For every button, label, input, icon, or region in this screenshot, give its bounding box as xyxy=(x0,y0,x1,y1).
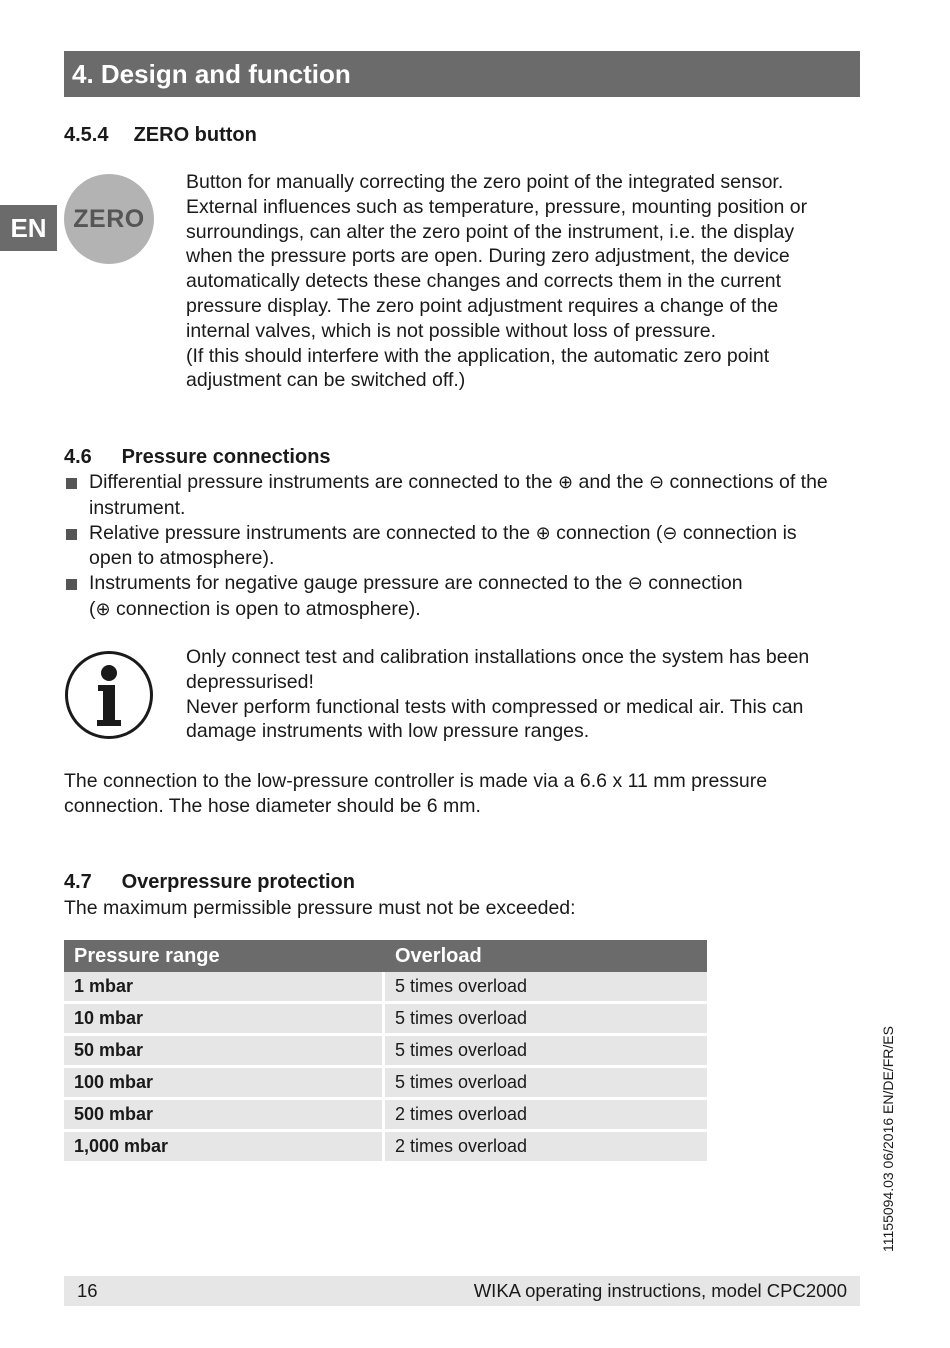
text-line: surroundings, can alter the zero point of the instrument, i.e. the display xyxy=(186,220,795,243)
text-run: connection ( xyxy=(550,521,663,544)
text-line: automatically detects these changes and corrects them in the current xyxy=(186,270,782,293)
zero-button-icon: ZERO xyxy=(64,174,154,264)
section-number: 4.7 xyxy=(64,871,92,893)
text-line: connection. The hose diameter should be 6 mm. xyxy=(64,794,481,817)
overpressure-intro: The maximum permissible pressure must not be exceeded: xyxy=(64,897,576,919)
bullet-square-icon xyxy=(66,529,77,540)
connection-paragraph xyxy=(64,769,864,819)
table-cell: 10 mbar xyxy=(64,1004,385,1036)
table-row xyxy=(64,1132,707,1164)
table-cell: 2 times overload xyxy=(385,1100,707,1132)
text-line: pressure display. The zero point adjustment requires a change of the xyxy=(186,294,779,317)
text-run: connection is open to atmosphere). xyxy=(110,597,421,620)
text-line: External influences such as temperature, pressure, mounting position or xyxy=(186,195,808,218)
zero-section-heading xyxy=(64,124,257,147)
table-cell: 500 mbar xyxy=(64,1100,385,1132)
text-line: when the pressure ports are open. During zero adjustment, the device xyxy=(186,245,790,268)
table-cell: 50 mbar xyxy=(64,1036,385,1068)
list-item xyxy=(64,571,864,623)
section-number: 4.6 xyxy=(64,446,92,468)
list-item xyxy=(64,521,864,572)
text-run: Differential pressure instruments are connected to the xyxy=(89,471,558,493)
minus-connection-icon: ⊖ xyxy=(662,522,678,544)
text-line: Never perform functional tests with compressed or medical air. This can xyxy=(186,695,804,718)
section-number: 4.5.4 xyxy=(64,124,109,146)
text-run: connection is xyxy=(677,521,797,544)
plus-connection-icon: ⊕ xyxy=(557,472,574,493)
text-line: The connection to the low-pressure controller is made via a 6.6 x 11 mm pressure xyxy=(64,770,768,792)
language-tab: EN xyxy=(0,205,57,251)
table-row xyxy=(64,972,707,1004)
minus-connection-icon: ⊖ xyxy=(648,472,665,493)
table-header-row xyxy=(64,940,707,972)
bullet-square-icon xyxy=(66,579,77,590)
table-cell: 1,000 mbar xyxy=(64,1132,385,1164)
text-line: adjustment can be switched off.) xyxy=(186,369,466,392)
table-cell: 5 times overload xyxy=(385,1068,707,1100)
overload-table xyxy=(64,940,707,1164)
pressure-section-heading xyxy=(64,446,331,469)
text-line: internal valves, which is not possible without loss of pressure. xyxy=(186,319,717,342)
text-run: Instruments for negative gauge pressure are connected to the xyxy=(89,572,628,595)
list-item xyxy=(64,470,864,521)
text-run: and the xyxy=(573,471,649,493)
table-cell: 2 times overload xyxy=(385,1132,707,1164)
plus-connection-icon: ⊕ xyxy=(535,522,551,544)
overpressure-section-heading xyxy=(64,871,355,894)
table-row xyxy=(64,1100,707,1132)
table-cell: 5 times overload xyxy=(385,972,707,1004)
column-header: Overload xyxy=(385,940,707,972)
text-run: Relative pressure instruments are connected to the xyxy=(89,521,536,544)
document-code: 11155094.03 06/2016 EN/DE/FR/ES xyxy=(880,1026,896,1252)
page-number: 16 xyxy=(77,1280,98,1301)
table-cell: 100 mbar xyxy=(64,1068,385,1100)
chapter-title: 4. Design and function xyxy=(64,51,860,97)
section-title: ZERO button xyxy=(133,124,257,146)
text-run: connections of the xyxy=(664,471,828,493)
zero-description xyxy=(186,170,866,393)
text-line: damage instruments with low pressure ranges. xyxy=(186,720,590,743)
text-run: ( xyxy=(89,597,96,620)
text-line: Button for manually correcting the zero point of the integrated sensor. xyxy=(186,171,784,193)
section-title: Pressure connections xyxy=(121,446,331,468)
text-line: Only connect test and calibration installations once the system has been xyxy=(186,646,810,668)
info-note xyxy=(186,645,866,744)
text-line: (If this should interfere with the application, the automatic zero point xyxy=(186,344,770,367)
page-footer xyxy=(64,1276,860,1306)
table-row xyxy=(64,1036,707,1068)
table-row xyxy=(64,1004,707,1036)
text-run: connection xyxy=(642,572,743,595)
table-cell: 5 times overload xyxy=(385,1004,707,1036)
table-cell: 1 mbar xyxy=(64,972,385,1004)
connection-list xyxy=(64,470,864,623)
info-icon xyxy=(64,650,154,740)
table-row xyxy=(64,1068,707,1100)
footer-text: WIKA operating instructions, model CPC2000 xyxy=(473,1280,847,1301)
text-line: depressurised! xyxy=(186,670,314,693)
text-run: open to atmosphere). xyxy=(89,547,275,570)
column-header: Pressure range xyxy=(64,940,385,972)
section-title: Overpressure protection xyxy=(121,871,355,893)
table-cell: 5 times overload xyxy=(385,1036,707,1068)
plus-connection-icon: ⊕ xyxy=(95,598,111,620)
bullet-square-icon xyxy=(66,478,77,489)
text-run: instrument. xyxy=(89,496,186,519)
minus-connection-icon: ⊖ xyxy=(627,573,643,595)
